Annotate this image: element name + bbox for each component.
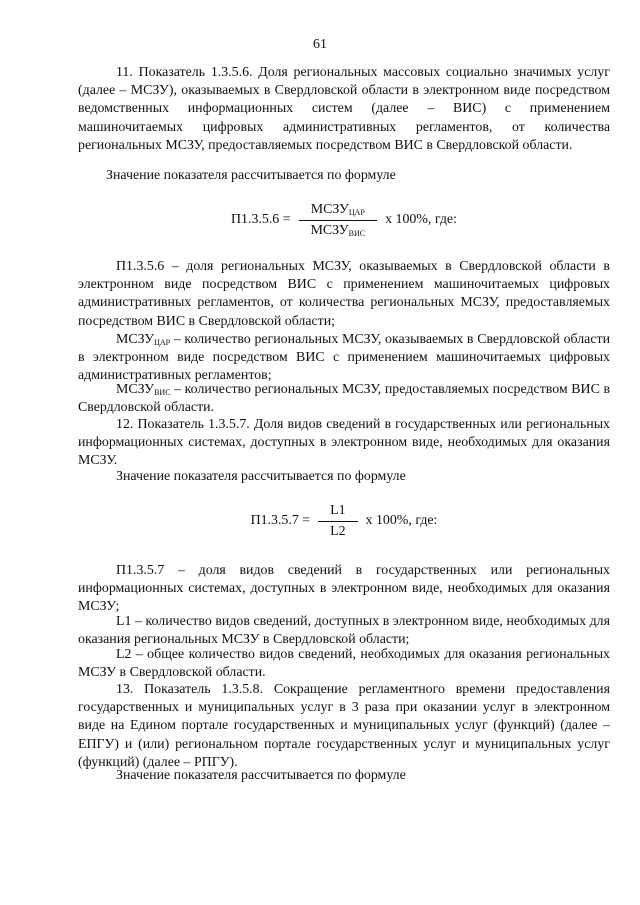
formula-fraction	[299, 202, 378, 239]
item11-formula-intro: Значение показателя рассчитывается по формуле	[106, 168, 396, 183]
item12-paragraph: 12. Показатель 1.3.5.7. Доля видов сведений в государственных или региональных информационных системах, доступных в электронном виде, необходимых для оказания МСЗУ.	[78, 417, 610, 469]
page-number: 61	[313, 37, 327, 52]
item12-def1: П1.3.5.7 – доля видов сведений в государственных или региональных информационных системах, доступных в электронном виде, необходимых для оказания МСЗУ;	[78, 563, 610, 615]
item11-def2: $МСЗУ_{ЦАР}$ – количество региональных МСЗУ, оказываемых в Свердловской области в электронном виде посредством ВИС с применением машиночитаемых цифровых административных регламентов;	[78, 332, 610, 384]
formula-denominator: L2	[330, 524, 346, 539]
formula-denominator: $МСЗУ_{ВИС}$	[310, 223, 366, 238]
item13-paragraph: 13. Показатель 1.3.5.8. Сокращение регламентного времени предоставления государственных и муниципальных услуг в 3 раза при оказании услуг в электронном виде на Едином портале государственных и муниципальных услуг (функций) (далее – ЕПГУ) и (или) региональном портале государственных услуг и муниципальных услуг (функций) (далее – РПГУ).	[78, 682, 610, 770]
formula-lhs: П1.3.5.6 =	[231, 212, 291, 228]
item11-def1: П1.3.5.6 – доля региональных МСЗУ, оказываемых в Свердловской области в электронном виде посредством ВИС с применением машиночитаемых цифровых административных регламентов, от количества региональных МСЗУ, предоставляемых посредством ВИС в Свердловской области;	[78, 259, 610, 329]
item11-def3: $МСЗУ_{ВИС}$ – количество региональных МСЗУ, предоставляемых посредством ВИС в Свердловской области.	[78, 382, 610, 416]
formula-rhs: x 100%, где:	[385, 212, 457, 228]
item11-paragraph: 11. Показатель 1.3.5.6. Доля региональных массовых социально значимых услуг (далее – МСЗУ), оказываемых в Свердловской области в электронном виде посредством ведомственных информационных систем (далее – ВИС) с применением машиночитаемых цифровых административных регламентов, от количества региональных МСЗУ, предоставляемых посредством ВИС в Свердловской области.	[78, 65, 610, 153]
item13-formula-intro: Значение показателя рассчитывается по формуле	[116, 768, 406, 783]
item12-formula	[78, 503, 610, 540]
formula-lhs: П1.3.5.7 =	[250, 513, 311, 529]
item11-formula	[78, 202, 610, 239]
formula-rhs: x 100%, где:	[365, 513, 438, 529]
formula-numerator: L1	[318, 503, 357, 522]
item12-formula-intro: Значение показателя рассчитывается по формуле	[116, 469, 406, 484]
item12-def2: L1 – количество видов сведений, доступных в электронном виде, необходимых для оказания региональных МСЗУ в Свердловской области;	[78, 614, 610, 648]
item12-def3: L2 – общее количество видов сведений, необходимых для оказания региональных МСЗУ в Свердловской области.	[78, 647, 610, 681]
formula-numerator: $МСЗУ_{ЦАР}$	[299, 202, 377, 221]
formula-fraction	[318, 503, 357, 540]
